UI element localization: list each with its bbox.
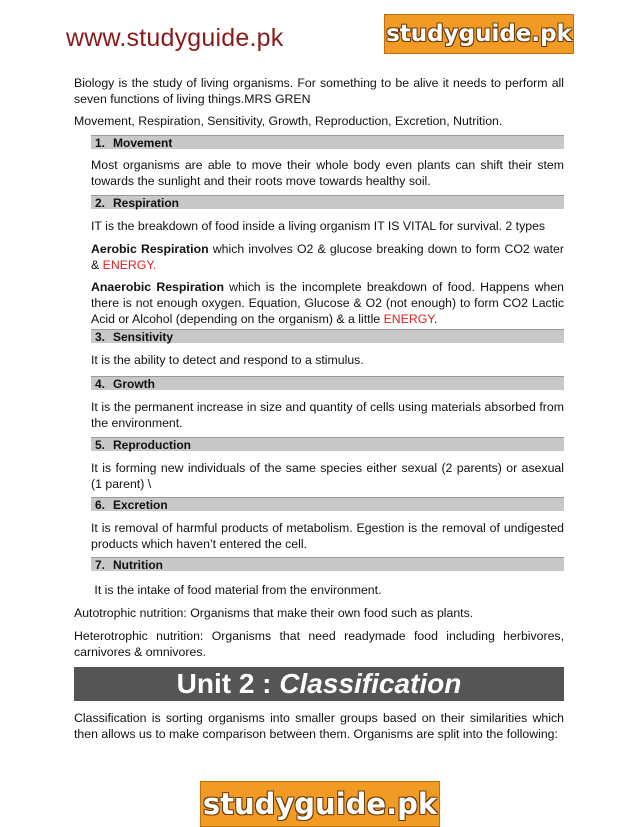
anaerobic-term: Anaerobic Respiration [91,280,224,294]
section-heading-respiration [91,195,564,209]
respiration-intro: IT is the breakdown of food inside a living organism IT IS VITAL for survival. 2 types [91,219,546,233]
nutrition-text: It is the intake of food material from the environment. [91,583,382,597]
section-number: 4. [95,377,106,391]
autotrophic-text: Autotrophic nutrition: Organisms that make their own food such as plants. [74,606,474,620]
section-title: Sensitivity [113,330,174,344]
section-heading-sensitivity [91,329,564,343]
site-url[interactable]: www.studyguide.pk [66,24,284,52]
functions-list: Movement, Respiration, Sensitivity, Growth, Reproduction, Excretion, Nutrition. [74,114,503,128]
section-title: Excretion [113,498,168,512]
aerobic-text: which involves O2 & glucose breaking down to form CO2 water & [91,242,564,272]
studyguide-logo-top[interactable] [384,14,574,54]
movement-text: Most organisms are able to move their whole body even plants can shift their stem towards the sunlight and their roots move towards healthy soil. [91,158,564,188]
section-title: Movement [113,136,173,150]
sensitivity-text: It is the ability to detect and respond to a stimulus. [91,353,364,367]
section-heading-excretion [91,497,564,511]
aerobic-paragraph [91,241,564,273]
logo-text: studyguide.pk [202,787,438,821]
section-title: Growth [113,377,155,391]
section-title: Reproduction [113,438,191,452]
intro-paragraph: Biology is the study of living organisms. For something to be alive it needs to perform all seven functions of living things.MRS GREN [74,76,564,106]
anaerobic-energy: ENERGY [383,312,434,326]
classification-text: Classification is sorting organisms into smaller groups based on their similarities which then allows us to make comparison between them. Organisms are split into the following: [74,711,564,741]
aerobic-term: Aerobic Respiration [91,242,209,256]
section-number: 3. [95,330,106,344]
heterotrophic-text: Heterotrophic nutrition: Organisms that need readymade food including herbivores, carnivores & omnivores. [74,629,564,659]
aerobic-energy: ENERGY. [102,258,157,272]
section-title: Respiration [113,196,180,210]
studyguide-logo-bottom[interactable] [200,781,440,827]
logo-text: studyguide.pk [386,21,572,47]
unit-prefix: Unit 2 : [176,668,280,699]
unit-2-banner [74,667,564,701]
section-heading-reproduction [91,437,564,451]
section-heading-nutrition [91,557,564,571]
reproduction-text: It is forming new individuals of the same species either sexual (2 parents) or asexual (1 parent) \ [91,461,564,491]
anaerobic-end: . [433,312,438,326]
section-number: 7. [95,558,106,572]
anaerobic-text: which is the incomplete breakdown of food. Happens when there is not enough oxygen. Equation, Glucose & O2 (not enough) to form CO2 Lactic Acid or Alcohol (depending on the organism) & a little [91,280,564,326]
section-title: Nutrition [113,558,163,572]
section-number: 5. [95,438,106,452]
growth-text: It is the permanent increase in size and quantity of cells using materials absorbed from the environment. [91,400,564,430]
anaerobic-paragraph [91,279,564,327]
excretion-text: It is removal of harmful products of metabolism. Egestion is the removal of undigested products which haven’t entered the cell. [91,521,564,551]
section-heading-growth [91,376,564,390]
section-heading-movement [91,135,564,149]
unit-title: Classification [279,668,462,699]
section-number: 2. [95,196,106,210]
section-number: 6. [95,498,106,512]
section-number: 1. [95,136,106,150]
